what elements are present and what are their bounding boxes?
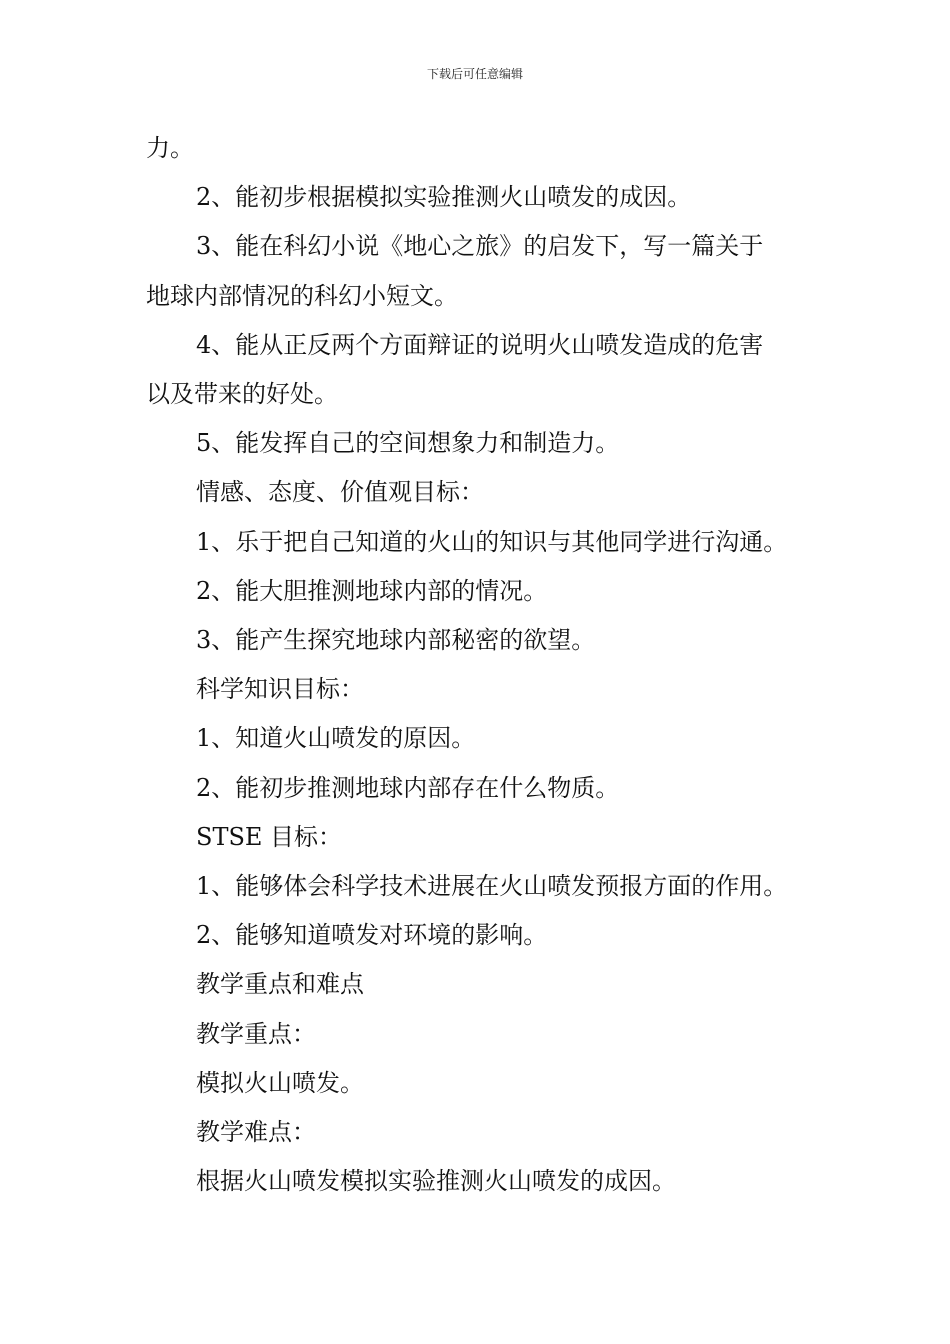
focus-content: 模拟火山喷发。 xyxy=(196,1068,364,1097)
section-heading-emotion: 情感、态度、价值观目标： xyxy=(196,478,484,507)
stse-item-2: 2、能够知道喷发对环境的影响。 xyxy=(196,921,548,950)
emotion-item-3: 3、能产生探究地球内部秘密的欲望。 xyxy=(196,626,596,655)
ability-item-3-line-2: 地球内部情况的科幻小短文。 xyxy=(146,281,458,310)
document-body xyxy=(146,124,816,1206)
ability-item-4-line-2: 以及带来的好处。 xyxy=(146,380,338,409)
paragraph-continuation: 力。 xyxy=(146,134,194,162)
subheading-difficulty: 教学难点： xyxy=(196,1118,316,1147)
stse-item-1: 1、能够体会科学技术进展在火山喷发预报方面的作用。 xyxy=(196,872,788,901)
page-header: 下载后可任意编辑 xyxy=(426,67,523,81)
subheading-focus: 教学重点： xyxy=(196,1019,316,1048)
section-heading-knowledge: 科学知识目标： xyxy=(196,675,364,704)
ability-item-5: 5、能发挥自己的空间想象力和制造力。 xyxy=(196,429,620,458)
section-heading-focus-difficulty: 教学重点和难点 xyxy=(196,970,364,999)
difficulty-content: 根据火山喷发模拟实验推测火山喷发的成因。 xyxy=(196,1167,676,1196)
emotion-item-2: 2、能大胆推测地球内部的情况。 xyxy=(196,576,548,605)
ability-item-2: 2、能初步根据模拟实验推测火山喷发的成因。 xyxy=(196,183,692,212)
knowledge-item-1: 1、知道火山喷发的原因。 xyxy=(196,724,476,753)
section-heading-stse: STSE 目标： xyxy=(196,822,343,851)
knowledge-item-2: 2、能初步推测地球内部存在什么物质。 xyxy=(196,773,620,802)
emotion-item-1: 1、乐于把自己知道的火山的知识与其他同学进行沟通。 xyxy=(196,527,788,556)
ability-item-3-line-1: 3、能在科幻小说《地心之旅》的启发下，写一篇关于 xyxy=(196,232,764,261)
ability-item-4-line-1: 4、能从正反两个方面辩证的说明火山喷发造成的危害 xyxy=(196,330,764,359)
